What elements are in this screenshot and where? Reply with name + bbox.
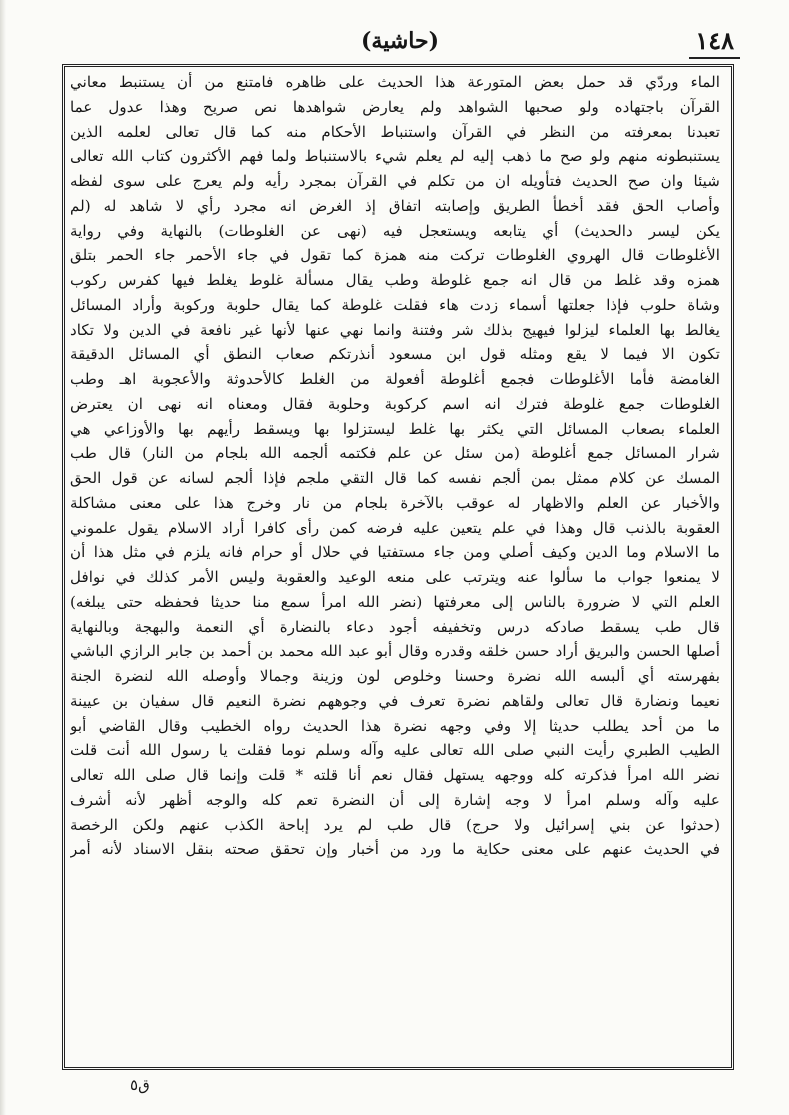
text-line: وشاة حلوب فإذا جعلتها أسماء زدت هاء فقلت غلوطة كما يقال حلوبة وركوبة وأراد المسائل — [70, 295, 720, 314]
text-line: في الحديث عنهم على معنى حكاية ما ورد من أخبار وإن تحقق صحته بنقل الاسناد لأنه أمر — [70, 840, 720, 859]
text-line: المسك عن كلام ممثل بمن ألجم نفسه كما قال التقي ملجم فإذا ألجم لسانه عن قول الحق — [70, 469, 720, 487]
text-line: يكن ليسر دالحديث) أي يتابعه ويستعجل فيه (نهى عن الغلوطات) بالنهاية وفي رواية — [70, 221, 720, 240]
text-line: الغامضة فأما الأغلوطات فجمع أغلوطة أفعولة من الغلط كالأحدوثة والأعجوبة اهـ وطب — [70, 370, 720, 388]
text-line: ما الاسلام وما الدين وكيف أصلي ومن جاء مستفتيا في حلال أو حرام فانه يلزم في مثل هذا أن — [70, 543, 720, 562]
text-line: (حدثوا عن بني إسرائيل ولا حرج) قال طب لم يرد إباحة الكذب عنهم ولكن الرخصة — [70, 815, 720, 834]
text-line: القرآن باجتهاده ولو صحبها الشواهد ولم يعارض شواهدها نص صريح وهذا عدول عما — [70, 97, 720, 116]
text-line: نضر الله امرأ فذكرته كله ووجهه يستهل فقال نعم أنا قلته * قلت وإنما قال صلى الله تعالى — [70, 766, 720, 784]
text-line: العلماء بصعاب المسائل التي يكثر بها غلط ليستزلوا بها ويسقط رأيهم بها والأوزاعي هي — [70, 419, 720, 438]
text-line: والأخبار عن العلم والاظهار له عوقب بالآخرة بلجام من نار وخرج هذا على معنى مشاكلة — [70, 493, 720, 512]
text-line: تعبدنا بمعرفته من النظر في القرآن واستنباط الأحكام منه كما قال تعالى لعلمه الذين — [70, 122, 720, 141]
text-line: الغلوطات جمع غلوطة فترك انه اسم كركوبة وحلوبة فقال ومعناه انه نهى ان يعترض — [70, 394, 720, 413]
text-line: وأصاب الحق فقد أخطأ الطريق وإصابته اتفاق إذ الغرض انه مجرد رأي لا شاهد له (لم — [70, 196, 720, 215]
text-line: الطيب الطبري رأيت النبي صلى الله تعالى عليه وآله وسلم نوما فقلت يا رسول الله أنت قلت — [70, 741, 720, 760]
text-line: العلم التي لا ضرورة بالناس إلى معرفتها (نضر الله امرأ سمع منا حديثا فحفظه حتى يبلغه) — [70, 592, 720, 611]
scan-edge-shadow — [0, 0, 6, 1115]
text-line: الأغلوطات قال الهروي الغلوطات تركت منه همزة كما تقول في جاء الأحمر جاء الحمر بتلق — [70, 246, 720, 265]
text-line: ما من أحد يطلب حديثا إلا وفي وجهه نضرة هذا الحديث رواه الخطيب وقال القاضي أبو — [70, 716, 720, 735]
text-line: العقوبة بالذنب قال وهذا في علم يتعين عليه فرضه كمن رأى كافرا أراد الاسلام يقول علموني — [70, 518, 720, 537]
text-line: يغالط بها العلماء ليزلوا فيهيج بذلك شر وفتنة وانما نهي عنها لأنها غير نافعة في الدين ولا تكاد — [70, 320, 720, 339]
text-line: همزه وقد غلط من قال انه جمع غلوطة وطب يقال مسألة غلوط يغلط فيها كفرس ركوب — [70, 271, 720, 289]
text-line: أصلها الحسن والبريق أراد حسن خلقه وقدره وقال أبو عبد الله محمد بن أحمد بن جابر الرازي الباشي — [70, 642, 720, 661]
text-line: قال طب يسقط صادكه درس وتخفيفه أجود دعاء بالنضارة أي النعمة والبهجة وبالنهاية — [70, 617, 720, 636]
text-line: لا يمنعوا جواب ما سألوا عنه ويترتب على منعه الوعيد والعقوبة وليس الأمر كذلك في نوافل — [70, 568, 720, 586]
text-line: شرار المسائل جمع أغلوطة (من سئل عن علم فكتمه ألجمه الله بلجام من النار) قال طب — [70, 444, 720, 463]
footer-catchword: ق٥ — [130, 1076, 150, 1094]
text-line: بفهرسته أي ألبسه الله نضرة وحسنا وخلوص لون وزينة وجمالا وأوصله الله لنضرة الجنة — [70, 667, 720, 685]
page-header — [60, 24, 740, 64]
text-line: نعيما ونضارة قال تعالى ولقاهم نضرة تعرف في وجوههم نضرة النعيم قال سفيان بن عيينة — [70, 691, 720, 710]
page-number: ١٤٨ — [689, 26, 740, 59]
text-line: تكون الا فيما لا يقع ومثله قول ابن مسعود أنذرتكم صعاب النطق أي المسائل الدقيقة — [70, 345, 720, 364]
text-line: عليه وآله وسلم امرأ لا وجه إشارة إلى أن النضرة تعم كله والوجه أظهر لأنه أشرف — [70, 790, 720, 809]
text-line: يستنبطونه منهم ولو صح ما ذهب إليه لم يعلم شيء بالاستنباط ولما فهم الأكثرون كتاب الله تعالى — [70, 147, 720, 166]
text-line: شيئا وان صح الحديث فتأويله ان من تكلم في القرآن بمجرد رأيه ولم يعرج على سوى لفظه — [70, 172, 720, 190]
text-body — [70, 70, 720, 1060]
running-head: (حاشية) — [361, 28, 439, 54]
text-line: الماء وردّي قد حمل بعض المتورعة هذا الحديث على ظاهره فامتنع من أن يستنبط معاني — [70, 73, 720, 91]
